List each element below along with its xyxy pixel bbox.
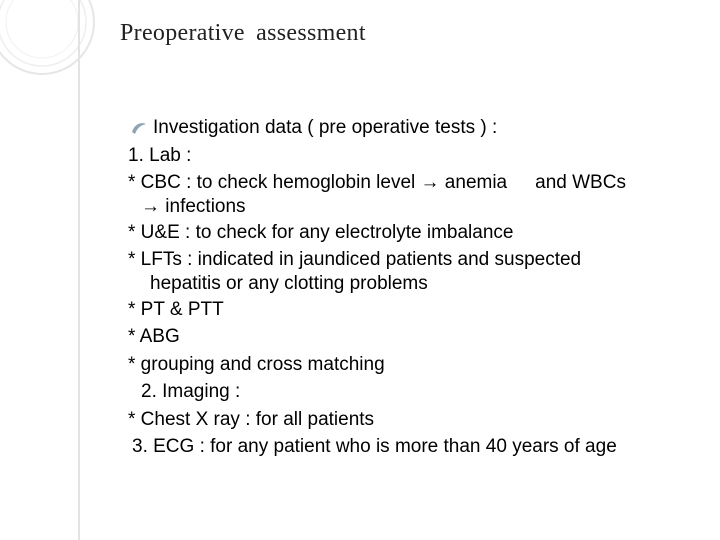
ecg-line: 3. ECG : for any patient who is more than 40 years of age [132,436,617,457]
cbc-wbc-text: and WBCs [535,172,626,193]
slide-body [128,114,708,461]
chest-xray-line: * Chest X ray : for all patients [128,408,375,430]
ue-line: * U&E : to check for any electrolyte imbalance [128,221,514,243]
pt-ptt-line: * PT & PTT [128,298,224,320]
lfts-line: * LFTs : indicated in jaundiced patients and suspected [128,249,582,270]
bullet-investigation [128,114,708,142]
cbc-line [128,169,708,197]
abg-line: * ABG [128,326,180,347]
investigation-heading: Investigation data ( pre operative tests ) : [153,117,498,138]
swoosh-bullet-icon [131,121,147,135]
grouping-line: * grouping and cross matching [128,353,385,375]
left-vertical-rule [78,0,80,540]
lab-label: 1. Lab : [128,144,192,166]
cbc-continuation: → infections [141,195,246,217]
slide-title: Preoperative assessment [120,20,366,46]
lfts-continuation: hepatitis or any clotting problems [150,272,428,294]
decorative-rings [0,0,120,120]
cbc-text: * CBC : to check hemoglobin level → anemia [128,172,508,193]
imaging-label: 2. Imaging : [141,381,241,402]
